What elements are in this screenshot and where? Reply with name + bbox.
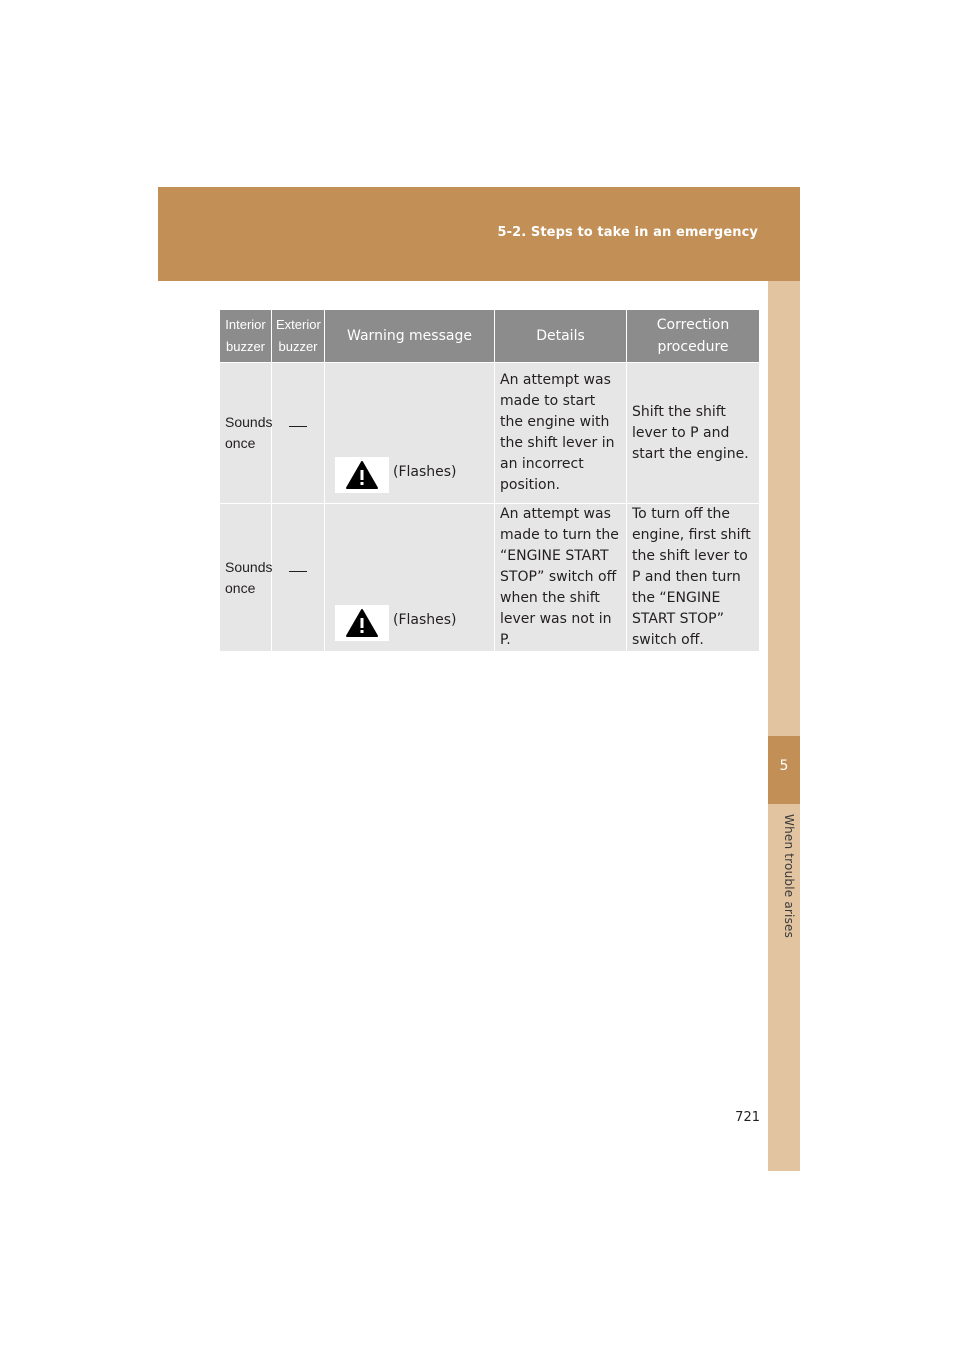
header-warning-message: Warning message bbox=[325, 310, 495, 363]
correction-cell: Shift the shift lever to P and start the engine. bbox=[627, 363, 760, 504]
exterior-buzzer-cell bbox=[272, 363, 325, 504]
header-interior-buzzer: Interior buzzer bbox=[220, 310, 272, 363]
warning-triangle-icon bbox=[345, 460, 379, 490]
flashes-label: (Flashes) bbox=[393, 612, 457, 628]
page-number: 721 bbox=[735, 1110, 760, 1125]
correction-cell: To turn off the engine, first shift the shift lever to P and then turn the “ENGINE START STOP” switch off. bbox=[627, 504, 760, 652]
header-correction-procedure: Correction procedure bbox=[627, 310, 760, 363]
dash-mark bbox=[289, 426, 307, 427]
chapter-number: 5 bbox=[779, 758, 789, 774]
chapter-tab[interactable] bbox=[768, 736, 800, 804]
header-exterior-buzzer: Exterior buzzer bbox=[272, 310, 325, 363]
details-cell: An attempt was made to start the engine with the shift lever in an incorrect position. bbox=[495, 363, 627, 504]
dash-mark bbox=[289, 571, 307, 572]
details-cell: An attempt was made to turn the “ENGINE START STOP” switch off when the shift lever was not in P. bbox=[495, 504, 627, 652]
chapter-label: When trouble arises bbox=[782, 814, 796, 939]
warning-table bbox=[219, 309, 760, 652]
table-header-row bbox=[220, 310, 760, 363]
interior-buzzer-cell: Sounds once bbox=[220, 363, 272, 504]
section-title: 5-2. Steps to take in an emergency bbox=[497, 225, 758, 240]
header-details: Details bbox=[495, 310, 627, 363]
exterior-buzzer-cell bbox=[272, 504, 325, 652]
warning-message-cell bbox=[325, 504, 495, 652]
table-row bbox=[220, 504, 760, 652]
flashes-label: (Flashes) bbox=[393, 464, 457, 480]
interior-buzzer-cell: Sounds once bbox=[220, 504, 272, 652]
table-row bbox=[220, 363, 760, 504]
warning-message-cell bbox=[325, 363, 495, 504]
side-strip bbox=[768, 281, 800, 1171]
warning-display bbox=[335, 457, 389, 493]
warning-display bbox=[335, 605, 389, 641]
warning-triangle-icon bbox=[345, 608, 379, 638]
header-band bbox=[158, 187, 800, 281]
